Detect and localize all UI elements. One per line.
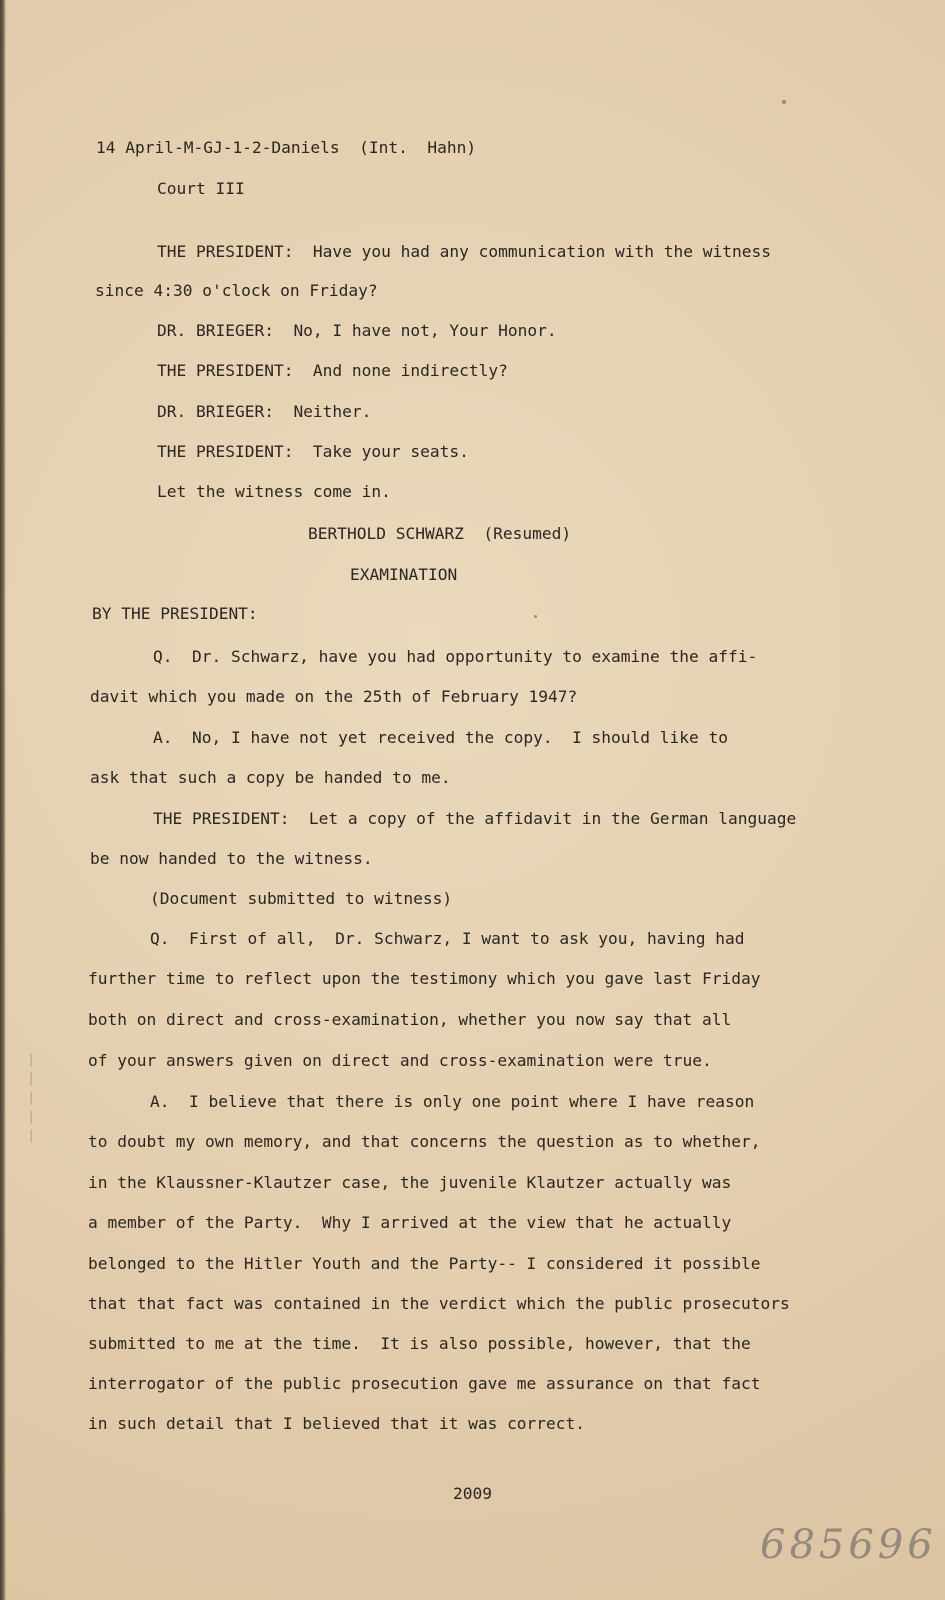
text-line: THE PRESIDENT: Have you had any communication with the witness <box>157 242 771 261</box>
text-line: DR. BRIEGER: Neither. <box>157 402 372 421</box>
text-line: davit which you made on the 25th of February 1947? <box>90 687 578 706</box>
text-line: be now handed to the witness. <box>90 849 373 868</box>
header-line: 14 April-M-GJ-1-2-Daniels (Int. Hahn) <box>96 138 477 157</box>
text-line: Let the witness come in. <box>157 482 391 501</box>
text-line: to doubt my own memory, and that concerns the question as to whether, <box>88 1132 761 1151</box>
faint-margin-stamp: ⎯⎯⎯⎯⎯ <box>14 1047 45 1143</box>
text-line: THE PRESIDENT: Take your seats. <box>157 442 469 461</box>
examination-heading: EXAMINATION <box>350 565 458 584</box>
handwritten-document-number: 685696 <box>760 1522 937 1568</box>
text-line: belonged to the Hitler Youth and the Party-- I considered it possible <box>88 1254 761 1273</box>
paper-speck <box>782 100 786 104</box>
text-line: since 4:30 o'clock on Friday? <box>95 281 378 300</box>
text-line: (Document submitted to witness) <box>150 889 453 908</box>
text-line: both on direct and cross-examination, whether you now say that all <box>88 1010 732 1029</box>
text-line: that that fact was contained in the verdict which the public prosecutors <box>88 1294 790 1313</box>
text-line: DR. BRIEGER: No, I have not, Your Honor. <box>157 321 557 340</box>
text-line: further time to reflect upon the testimony which you gave last Friday <box>88 969 761 988</box>
text-line: BY THE PRESIDENT: <box>92 604 258 623</box>
text-line: of your answers given on direct and cross-examination were true. <box>88 1051 712 1070</box>
text-line: in the Klaussner-Klautzer case, the juvenile Klautzer actually was <box>88 1173 732 1192</box>
text-line: THE PRESIDENT: Let a copy of the affidavit in the German language <box>153 809 797 828</box>
text-line: Q. Dr. Schwarz, have you had opportunity to examine the affi- <box>153 647 758 666</box>
court-line: Court III <box>157 179 245 198</box>
text-line: ask that such a copy be handed to me. <box>90 768 451 787</box>
page-number: 2009 <box>453 1484 492 1503</box>
paper-speck <box>534 615 537 618</box>
text-line: THE PRESIDENT: And none indirectly? <box>157 361 508 380</box>
text-line: submitted to me at the time. It is also possible, however, that the <box>88 1334 751 1353</box>
text-line: in such detail that I believed that it was correct. <box>88 1414 586 1433</box>
text-line: interrogator of the public prosecution gave me assurance on that fact <box>88 1374 761 1393</box>
text-line: A. No, I have not yet received the copy. I should like to <box>153 728 728 747</box>
witness-heading: BERTHOLD SCHWARZ (Resumed) <box>308 524 572 543</box>
text-line: Q. First of all, Dr. Schwarz, I want to ask you, having had <box>150 929 745 948</box>
text-line: a member of the Party. Why I arrived at the view that he actually <box>88 1213 732 1232</box>
text-line: A. I believe that there is only one point where I have reason <box>150 1092 755 1111</box>
